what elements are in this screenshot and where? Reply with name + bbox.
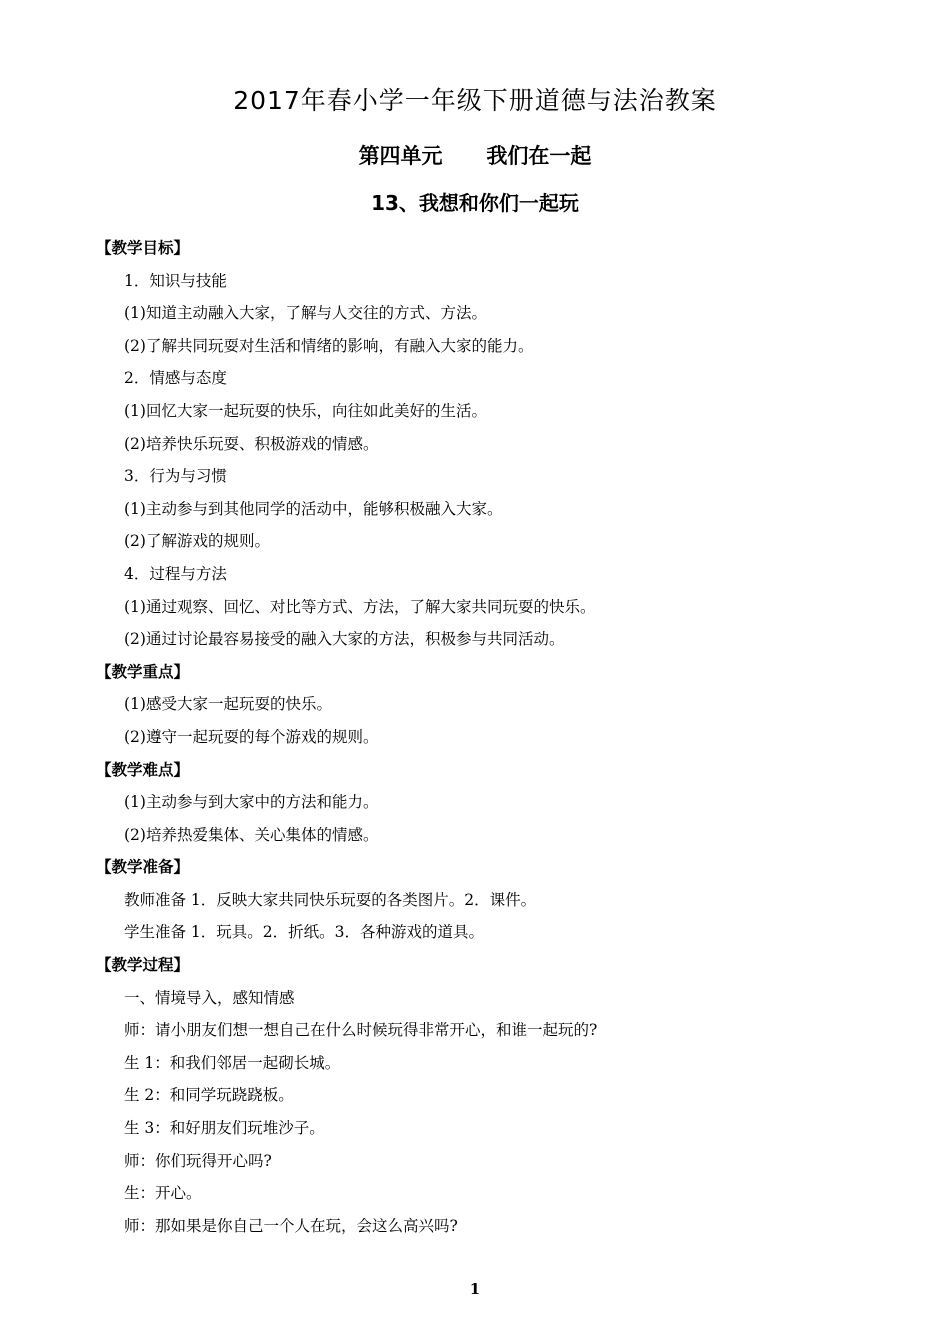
paragraph-line: (1)知道主动融入大家，了解与人交往的方式、方法。 (124, 304, 487, 323)
paragraph-line: 一、情境导入，感知情感 (124, 988, 295, 1007)
paragraph-line: 生：开心。 (124, 1184, 202, 1203)
paragraph-line: (2)遵守一起玩耍的每个游戏的规则。 (124, 727, 379, 746)
paragraph-line: 生 3：和好朋友们玩堆沙子。 (124, 1119, 325, 1138)
section-heading: 【教学目标】 (96, 238, 190, 257)
paragraph-line: (1)通过观察、回忆、对比等方式、方法，了解大家共同玩耍的快乐。 (124, 597, 596, 616)
paragraph-line: (2)了解游戏的规则。 (124, 532, 270, 551)
paragraph-line: 1．知识与技能 (124, 271, 227, 290)
paragraph-line: 3．行为与习惯 (124, 467, 227, 486)
lesson-title: 13、我想和你们一起玩 (371, 191, 579, 215)
paragraph-line: (1)主动参与到大家中的方法和能力。 (124, 793, 379, 812)
paragraph-line: 教师准备 1．反映大家共同快乐玩耍的各类图片。2．课件。 (124, 890, 537, 909)
paragraph-line: 2．情感与态度 (124, 369, 227, 388)
section-heading: 【教学重点】 (96, 661, 190, 681)
paragraph-line: 生 1：和我们邻居一起砌长城。 (124, 1053, 341, 1072)
section-heading: 【教学难点】 (96, 759, 190, 779)
section-heading: 【教学过程】 (96, 955, 190, 975)
paragraph-line: (1)感受大家一起玩耍的快乐。 (124, 695, 332, 714)
paragraph-line: 学生准备 1．玩具。2．折纸。3．各种游戏的道具。 (124, 923, 485, 942)
paragraph-line: 师：你们玩得开心吗? (124, 1151, 272, 1170)
unit-title: 第四单元 我们在一起 (358, 144, 592, 168)
paragraph-line: (2)通过讨论最容易接受的融入大家的方法，积极参与共同活动。 (124, 630, 565, 649)
paragraph-line: 4．过程与方法 (124, 564, 227, 583)
paragraph-line: (2)培养热爱集体、关心集体的情感。 (124, 825, 379, 844)
paragraph-line: 生 2：和同学玩跷跷板。 (124, 1086, 294, 1105)
lesson-plan-body (96, 232, 876, 1242)
section-heading: 【教学准备】 (96, 857, 190, 877)
document-title: 2017年春小学一年级下册道德与法治教案 (233, 86, 717, 115)
paragraph-line: (2)培养快乐玩耍、积极游戏的情感。 (124, 434, 379, 453)
paragraph-line: 师：那如果是你自己一个人在玩，会这么高兴吗? (124, 1216, 458, 1235)
page-number: 1 (469, 1280, 481, 1298)
paragraph-line: (1)主动参与到其他同学的活动中，能够积极融入大家。 (124, 499, 503, 518)
paragraph-line: (2)了解共同玩耍对生活和情绪的影响，有融入大家的能力。 (124, 336, 534, 355)
paragraph-line: (1)回忆大家一起玩耍的快乐，向往如此美好的生活。 (124, 401, 487, 420)
paragraph-line: 师：请小朋友们想一想自己在什么时候玩得非常开心，和谁一起玩的? (124, 1021, 598, 1040)
